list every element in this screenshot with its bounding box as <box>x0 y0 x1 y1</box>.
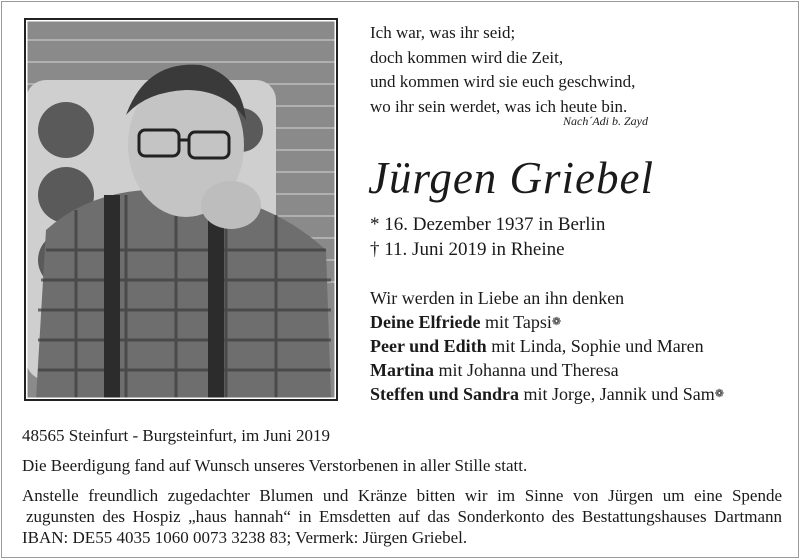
poem-line: Ich war, was ihr seid; <box>370 23 516 42</box>
mourner-name: Steffen und Sandra <box>370 384 520 404</box>
poem-line: und kommen wird sie euch geschwind, <box>370 72 636 91</box>
poem-line: doch kommen wird die Zeit, <box>370 47 564 67</box>
mourner-companions: mit Linda, Sophie und Maren <box>486 336 704 356</box>
donation-line: zugunsten des Hospiz „haus hannah“ in Emsdetten auf das Sonderkonto des Bestattungshauses Dartmann <box>26 507 782 526</box>
birth-date: * 16. Dezember 1937 in Berlin <box>370 214 606 235</box>
mourners-intro: Wir werden in Liebe an ihn denken <box>370 288 625 308</box>
mourner-name: Deine Elfriede <box>370 312 481 332</box>
mourner-name: Peer und Edith <box>370 336 487 356</box>
mourner-companions: mit Jorge, Jannik und Sam <box>519 384 715 404</box>
mourners-list <box>370 286 724 406</box>
mourner-row <box>370 382 724 406</box>
death-date: † 11. Juni 2019 in Rheine <box>370 239 565 260</box>
poem-author: Nach´Adi b. Zayd <box>563 114 648 128</box>
donation-line: IBAN: DE55 4035 1060 0073 3238 83; Vermerk: Jürgen Griebel. <box>22 528 468 547</box>
poem-line: wo ihr sein werdet, was ich heute bin. <box>370 96 628 116</box>
mourner-row <box>370 310 724 334</box>
mourner-companions: mit Tapsi <box>480 312 552 332</box>
flower-icon: ❁ <box>551 316 562 328</box>
life-dates <box>370 212 605 262</box>
funeral-notice: Die Beerdigung fand auf Wunsch unseres Verstorbenen in aller Stille statt. <box>22 456 528 475</box>
donation-line: Anstelle freundlich zugedachter Blumen und Kränze bitten wir im Sinne von Jürgen um eine Spende <box>22 486 782 505</box>
location-date: 48565 Steinfurt - Burgsteinfurt, im Juni 2019 <box>22 426 331 445</box>
mourner-row <box>370 358 724 382</box>
mourner-companions: mit Johanna und Theresa <box>433 360 619 380</box>
portrait-photo <box>24 18 338 401</box>
mourner-row <box>370 334 724 358</box>
poem <box>370 21 635 119</box>
deceased-name: Jürgen Griebel <box>368 153 654 203</box>
donation-notice <box>22 485 782 548</box>
flower-icon: ❁ <box>714 388 724 400</box>
mourner-name: Martina <box>370 360 434 380</box>
